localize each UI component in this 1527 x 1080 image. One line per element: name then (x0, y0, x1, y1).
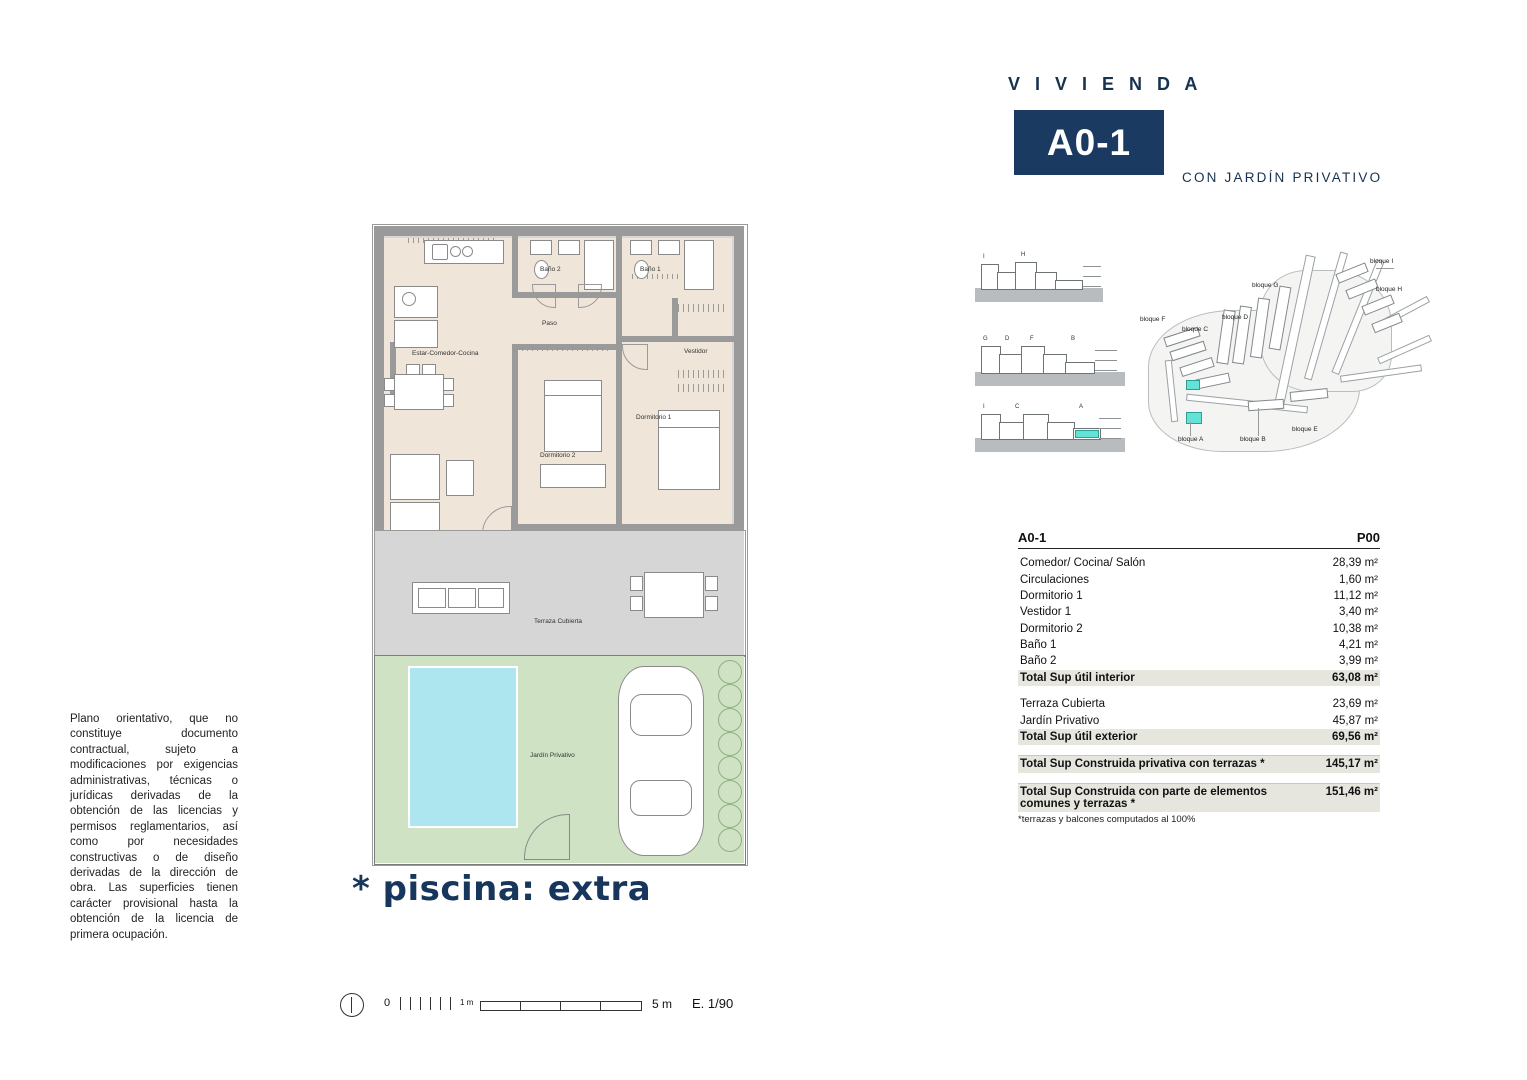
row-label: Total Sup útil exterior (1020, 730, 1138, 743)
section-label: I (983, 254, 985, 260)
row-value: 151,46 m² (1325, 785, 1378, 798)
map-block-label: bloque H (1376, 286, 1403, 293)
room-label-paso: Paso (542, 320, 557, 327)
row-label: Jardín Privativo (1020, 714, 1100, 727)
table-row (1018, 555, 1380, 571)
scale-ticks (400, 997, 460, 1010)
row-value: 10,38 m² (1332, 622, 1378, 635)
scale-segments (480, 1001, 645, 1009)
map-block-label: bloque A (1178, 436, 1204, 443)
scale-zero: 0 (384, 997, 391, 1009)
piscina-extra-note: * piscina: extra (352, 869, 652, 909)
areas-footnote: *terrazas y balcones computados al 100% (1018, 813, 1196, 825)
row-value: 45,87 m² (1332, 714, 1378, 727)
row-value: 11,12 m² (1333, 589, 1378, 602)
table-row (1018, 712, 1380, 728)
room-label-dormitorio1: Dormitorio 1 (636, 414, 672, 421)
table-row (1018, 588, 1380, 604)
areas-table (1018, 530, 1380, 825)
section-label: D (1005, 336, 1010, 342)
table-row (1018, 696, 1380, 712)
site-map (1140, 250, 1445, 465)
table-row (1018, 571, 1380, 587)
floor-plan-drawing (372, 224, 746, 864)
table-row-total-interior (1018, 670, 1380, 686)
row-value: 4,21 m² (1339, 639, 1378, 652)
map-block-label: bloque I (1370, 258, 1394, 265)
row-label: Baño 2 (1020, 655, 1057, 668)
section-label: A (1079, 404, 1084, 410)
map-block-label: bloque F (1140, 316, 1166, 323)
row-value: 3,99 m² (1339, 655, 1378, 668)
table-row (1018, 637, 1380, 653)
table-row-built-common (1018, 783, 1380, 812)
row-label: Terraza Cubierta (1020, 698, 1106, 711)
row-label: Comedor/ Cocina/ Salón (1020, 557, 1146, 570)
areas-table-floor: P00 (1356, 530, 1380, 545)
row-value: 145,17 m² (1325, 758, 1378, 771)
map-block-label: bloque C (1182, 326, 1209, 333)
room-label-terraza: Terraza Cubierta (534, 618, 583, 625)
room-label-bano2: Baño 2 (540, 266, 561, 273)
scale-five-meter: 5 m (652, 997, 673, 1011)
row-label: Vestidor 1 (1020, 606, 1072, 619)
table-row (1018, 604, 1380, 620)
room-label-estar: Estar-Comedor-Cocina (412, 350, 479, 357)
row-value: 28,39 m² (1332, 557, 1378, 570)
site-plan (975, 250, 1445, 465)
section-label: F (1030, 336, 1034, 342)
section-label: H (1021, 252, 1026, 258)
row-label: Circulaciones (1020, 573, 1090, 586)
room-label-bano1: Baño 1 (640, 266, 661, 273)
row-label: Total Sup Construida privativa con terrazas * (1020, 758, 1265, 771)
map-block-label: bloque D (1222, 314, 1249, 321)
scale-bar (340, 995, 740, 1023)
section-label: I (983, 404, 985, 410)
section-label: C (1015, 404, 1020, 410)
map-block-label: bloque B (1240, 436, 1266, 443)
north-arrow-icon (340, 993, 364, 1017)
row-label: Dormitorio 1 (1020, 589, 1083, 602)
row-label: Dormitorio 2 (1020, 622, 1083, 635)
row-label: Total Sup útil interior (1020, 671, 1135, 684)
section-label: B (1071, 336, 1076, 342)
disclaimer-text: Plano orientativo, que no constituye documento contractual, sujeto a modificaciones por exigencias administrativas, técnicas o jurídicas derivadas de la obtención de las licencias y permisos reglamentarios, así como por necesidades constructivas o de diseño derivadas de la dirección de obra. Las superficies tienen carácter provisional hasta la obtención de la licencia de primera ocupación. (70, 713, 238, 941)
room-label-dormitorio2: Dormitorio 2 (540, 452, 576, 459)
unit-subtitle: CON JARDÍN PRIVATIVO (1182, 170, 1383, 185)
unit-code-badge: A0-1 (1014, 110, 1164, 175)
row-value: 3,40 m² (1339, 606, 1378, 619)
table-row (1018, 653, 1380, 669)
row-value: 69,56 m² (1331, 730, 1378, 743)
table-row-total-exterior (1018, 729, 1380, 745)
room-label-vestidor: Vestidor (684, 348, 708, 355)
row-label: Baño 1 (1020, 639, 1057, 652)
row-value: 63,08 m² (1331, 671, 1378, 684)
table-row-built-private (1018, 755, 1380, 772)
areas-table-unit: A0-1 (1018, 530, 1047, 545)
section-label: G (983, 336, 988, 342)
map-block-label: bloque E (1292, 426, 1318, 433)
scale-one-meter: 1 m (460, 998, 474, 1007)
room-label-jardin: Jardín Privativo (530, 752, 575, 759)
table-row (1018, 621, 1380, 637)
scale-ratio: E. 1/90 (692, 996, 734, 1011)
map-block-label: bloque G (1252, 282, 1279, 289)
page-title: V I V I E N D A (1008, 74, 1203, 94)
row-label: Total Sup Construida con parte de elementos comunes y terrazas * (1020, 785, 1268, 810)
row-value: 1,60 m² (1339, 573, 1378, 586)
row-value: 23,69 m² (1332, 698, 1378, 711)
